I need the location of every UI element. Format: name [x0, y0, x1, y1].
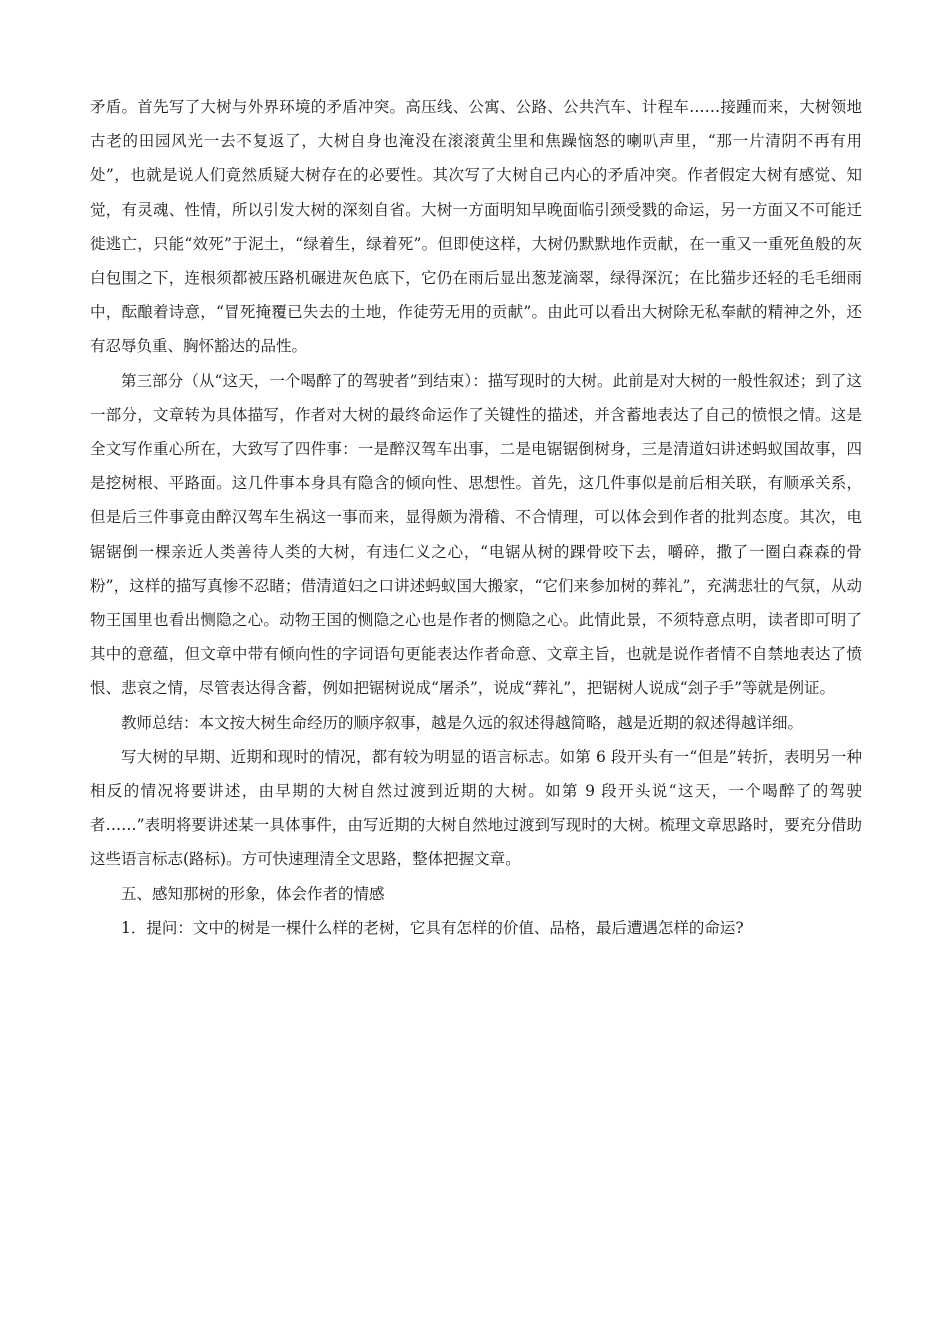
- paragraph-teacher-summary: 教师总结：本文按大树生命经历的顺序叙事，越是久远的叙述得越简略，越是近期的叙述得越详细。: [121, 713, 804, 732]
- paragraph-part-three: 第三部分（从“这天，一个喝醉了的驾驶者”到结束）：描写现时的大树。此前是对大树的一般性叙述；到了这一部分，文章转为具体描写，作者对大树的最终命运作了关键性的描述，并含蓄地表达了自己的愤恨之情。这是全文写作重心所在，大致写了四件事：一是醉汉驾车出事，二是电锯锯倒树身，三是清道妇讲述蚂蚁国故事，四是挖树根、平路面。这几件事本身具有隐含的倾向性、思想性。首先，这几件事似是前后相关联，有顺承关系，但是后三件事竟由醉汉驾车生祸这一事而来，显得颇为滑稽、不合情理，可以体会到作者的批判态度。其次，电锯锯倒一棵亲近人类善待人类的大树，有违仁义之心，“电锯从树的踝骨咬下去，嚼碎，撒了一圈白森森的骨粉”，这样的描写真惨不忍睹；借清道妇之口讲述蚂蚁国大搬家，“它们来参加树的葬礼”，充满悲壮的气氛，从动物王国里也看出恻隐之心。动物王国的恻隐之心也是作者的恻隐之心。此情此景，不须特意点明，读者即可明了其中的意蕴，但文章中带有倾向性的字词语句更能表达作者命意、文章主旨，也就是说作者情不自禁地表达了愤恨、悲哀之情，尽管表达得含蓄，例如把锯树说成“屠杀”，说成“葬礼”，把锯树人说成“刽子手”等就是例证。: [90, 371, 862, 698]
- document-page: [90, 90, 862, 945]
- section-heading-five: 五、感知那树的形象，体会作者的情感: [121, 884, 385, 903]
- question-one: 1．提问：文中的树是一棵什么样的老树，它具有怎样的价值、品格，最后遭遇怎样的命运?: [121, 918, 744, 937]
- paragraph-tree-contradictions: 矛盾。首先写了大树与外界环境的矛盾冲突。高压线、公寓、公路、公共汽车、计程车……接踵而来，大树领地古老的田园风光一去不复返了，大树自身也淹没在滚滚黄尘里和焦躁恼怒的喇叭声里，“那一片清阴不再有用处”，也就是说人们竟然质疑大树存在的必要性。其次写了大树自己内心的矛盾冲突。作者假定大树有感觉、知觉，有灵魂、性情，所以引发大树的深刻自省。大树一方面明知早晚面临引颈受戮的命运，另一方面又不可能迁徙逃亡，只能“效死”于泥土，“绿着生，绿着死”。但即使这样，大树仍默默地作贡献，在一重又一重死鱼般的灰白包围之下，连根须都被压路机碾进灰色底下，它仍在雨后显出葱茏滴翠，绿得深沉；在比猫步还轻的毛毛细雨中，酝酿着诗意，“冒死掩覆已失去的土地，作徒劳无用的贡献”。由此可以看出大树除无私奉献的精神之外，还有忍辱负重、胸怀豁达的品性。: [90, 98, 862, 356]
- paragraph-language-markers: 写大树的早期、近期和现时的情况，都有较为明显的语言标志。如第 6 段开头有一“但是”转折，表明另一种相反的情况将要讲述，由早期的大树自然过渡到近期的大树。如第 9 段开头说“这天，一个喝醉了的驾驶者……”表明将要讲述某一具体事件，由写近期的大树自然地过渡到写现时的大树。梳理文章思路时，要充分借助这些语言标志(路标)。方可快速理清全文思路，整体把握文章。: [90, 747, 862, 869]
